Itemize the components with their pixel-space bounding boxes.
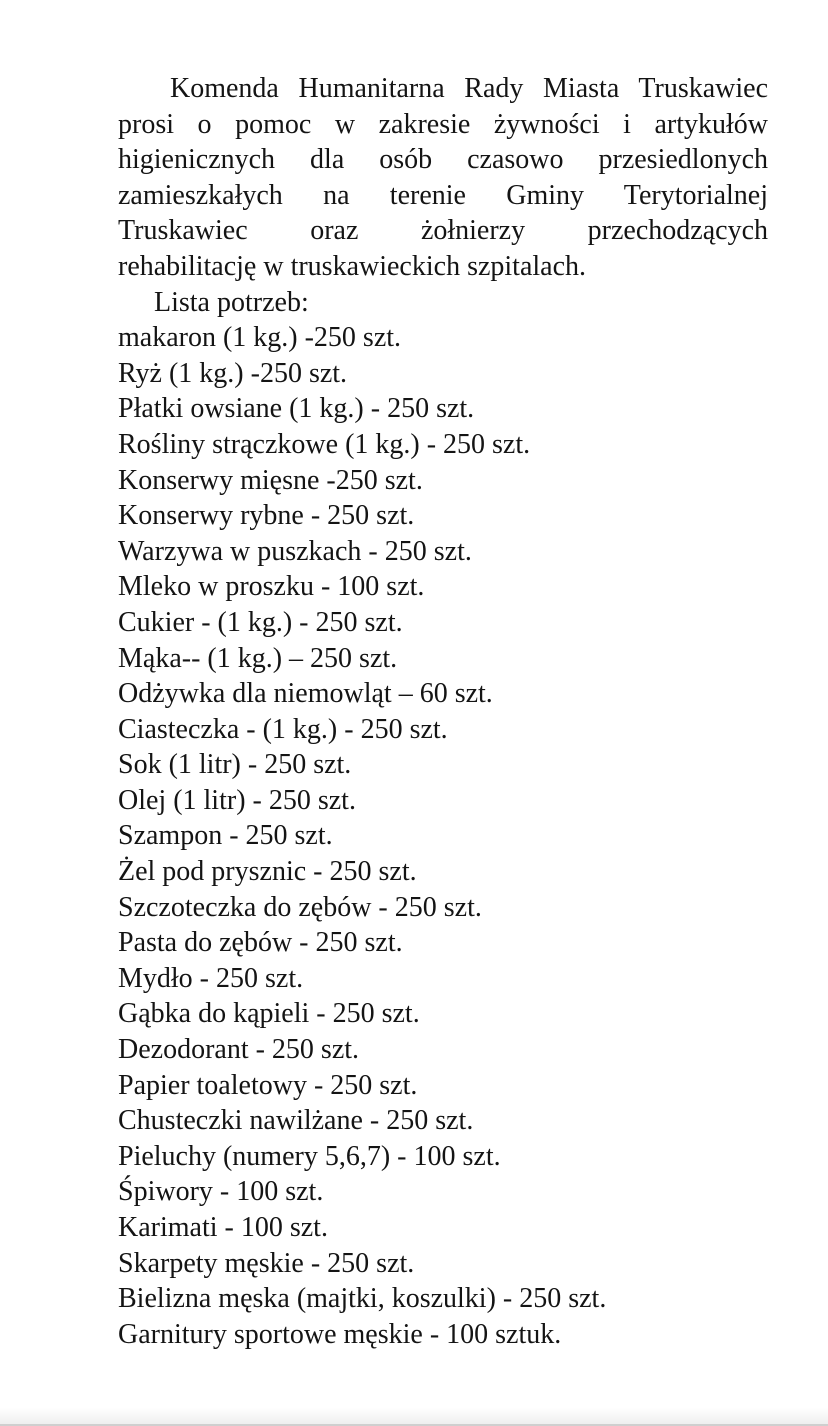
needs-list-item: Ryż (1 kg.) -250 szt. xyxy=(118,357,348,389)
needs-list-item: Żel pod prysznic - 250 szt. xyxy=(118,856,417,888)
needs-list-item: Mleko w proszku - 100 szt. xyxy=(118,571,425,603)
needs-list-item: Płatki owsiane (1 kg.) - 250 szt. xyxy=(118,393,475,425)
needs-list-item: Skarpety męskie - 250 szt. xyxy=(118,1247,415,1279)
paragraph-line: rehabilitację w truskawieckich szpitalach. xyxy=(118,250,587,282)
needs-list-item: Sok (1 litr) - 250 szt. xyxy=(118,749,352,781)
needs-list-item: Pasta do zębów - 250 szt. xyxy=(118,927,403,959)
needs-list-item: makaron (1 kg.) -250 szt. xyxy=(118,322,402,354)
needs-list xyxy=(118,320,768,1352)
paragraph-line: Komenda Humanitarna Rady Miasta Truskawiec xyxy=(170,73,768,104)
paragraph-line: Truskawiec oraz żołnierzy przechodzących xyxy=(118,215,768,247)
needs-list-item: Papier toaletowy - 250 szt. xyxy=(118,1069,418,1101)
paragraph-line: zamieszkałych na terenie Gminy Terytorialnej xyxy=(118,179,768,211)
needs-list-item: Mąka-- (1 kg.) – 250 szt. xyxy=(118,642,398,674)
paragraph-line: prosi o pomoc w zakresie żywności i artykułów xyxy=(118,108,768,140)
intro-paragraph xyxy=(118,71,768,285)
needs-list-item: Cukier - (1 kg.) - 250 szt. xyxy=(118,606,403,638)
needs-list-item: Bielizna męska (majtki, koszulki) - 250 szt. xyxy=(118,1283,607,1315)
needs-list-item: Ciasteczka - (1 kg.) - 250 szt. xyxy=(118,713,448,745)
paragraph-line: higienicznych dla osób czasowo przesiedlonych xyxy=(118,144,768,176)
needs-list-item: Warzywa w puszkach - 250 szt. xyxy=(118,535,472,567)
needs-list-item: Gąbka do kąpieli - 250 szt. xyxy=(118,998,420,1030)
needs-list-item: Szampon - 250 szt. xyxy=(118,820,333,852)
needs-list-item: Pieluchy (numery 5,6,7) - 100 szt. xyxy=(118,1140,501,1172)
needs-list-item: Dezodorant - 250 szt. xyxy=(118,1034,360,1066)
needs-list-item: Mydło - 250 szt. xyxy=(118,962,304,994)
needs-list-item: Śpiwory - 100 szt. xyxy=(118,1176,324,1208)
needs-list-item: Konserwy mięsne -250 szt. xyxy=(118,464,423,496)
needs-list-item: Olej (1 litr) - 250 szt. xyxy=(118,784,356,816)
page-bottom-edge xyxy=(0,1408,828,1426)
needs-list-item: Karimati - 100 szt. xyxy=(118,1212,328,1243)
needs-list-header: Lista potrzeb: xyxy=(154,286,309,318)
needs-list-item: Odżywka dla niemowląt – 60 szt. xyxy=(118,678,493,710)
needs-list-item: Garnitury sportowe męskie - 100 sztuk. xyxy=(118,1318,562,1350)
needs-list-item: Chusteczki nawilżane - 250 szt. xyxy=(118,1105,474,1137)
needs-list-item: Konserwy rybne - 250 szt. xyxy=(118,500,415,532)
needs-list-item: Szczoteczka do zębów - 250 szt. xyxy=(118,891,482,923)
needs-list-item: Rośliny strączkowe (1 kg.) - 250 szt. xyxy=(118,428,531,460)
